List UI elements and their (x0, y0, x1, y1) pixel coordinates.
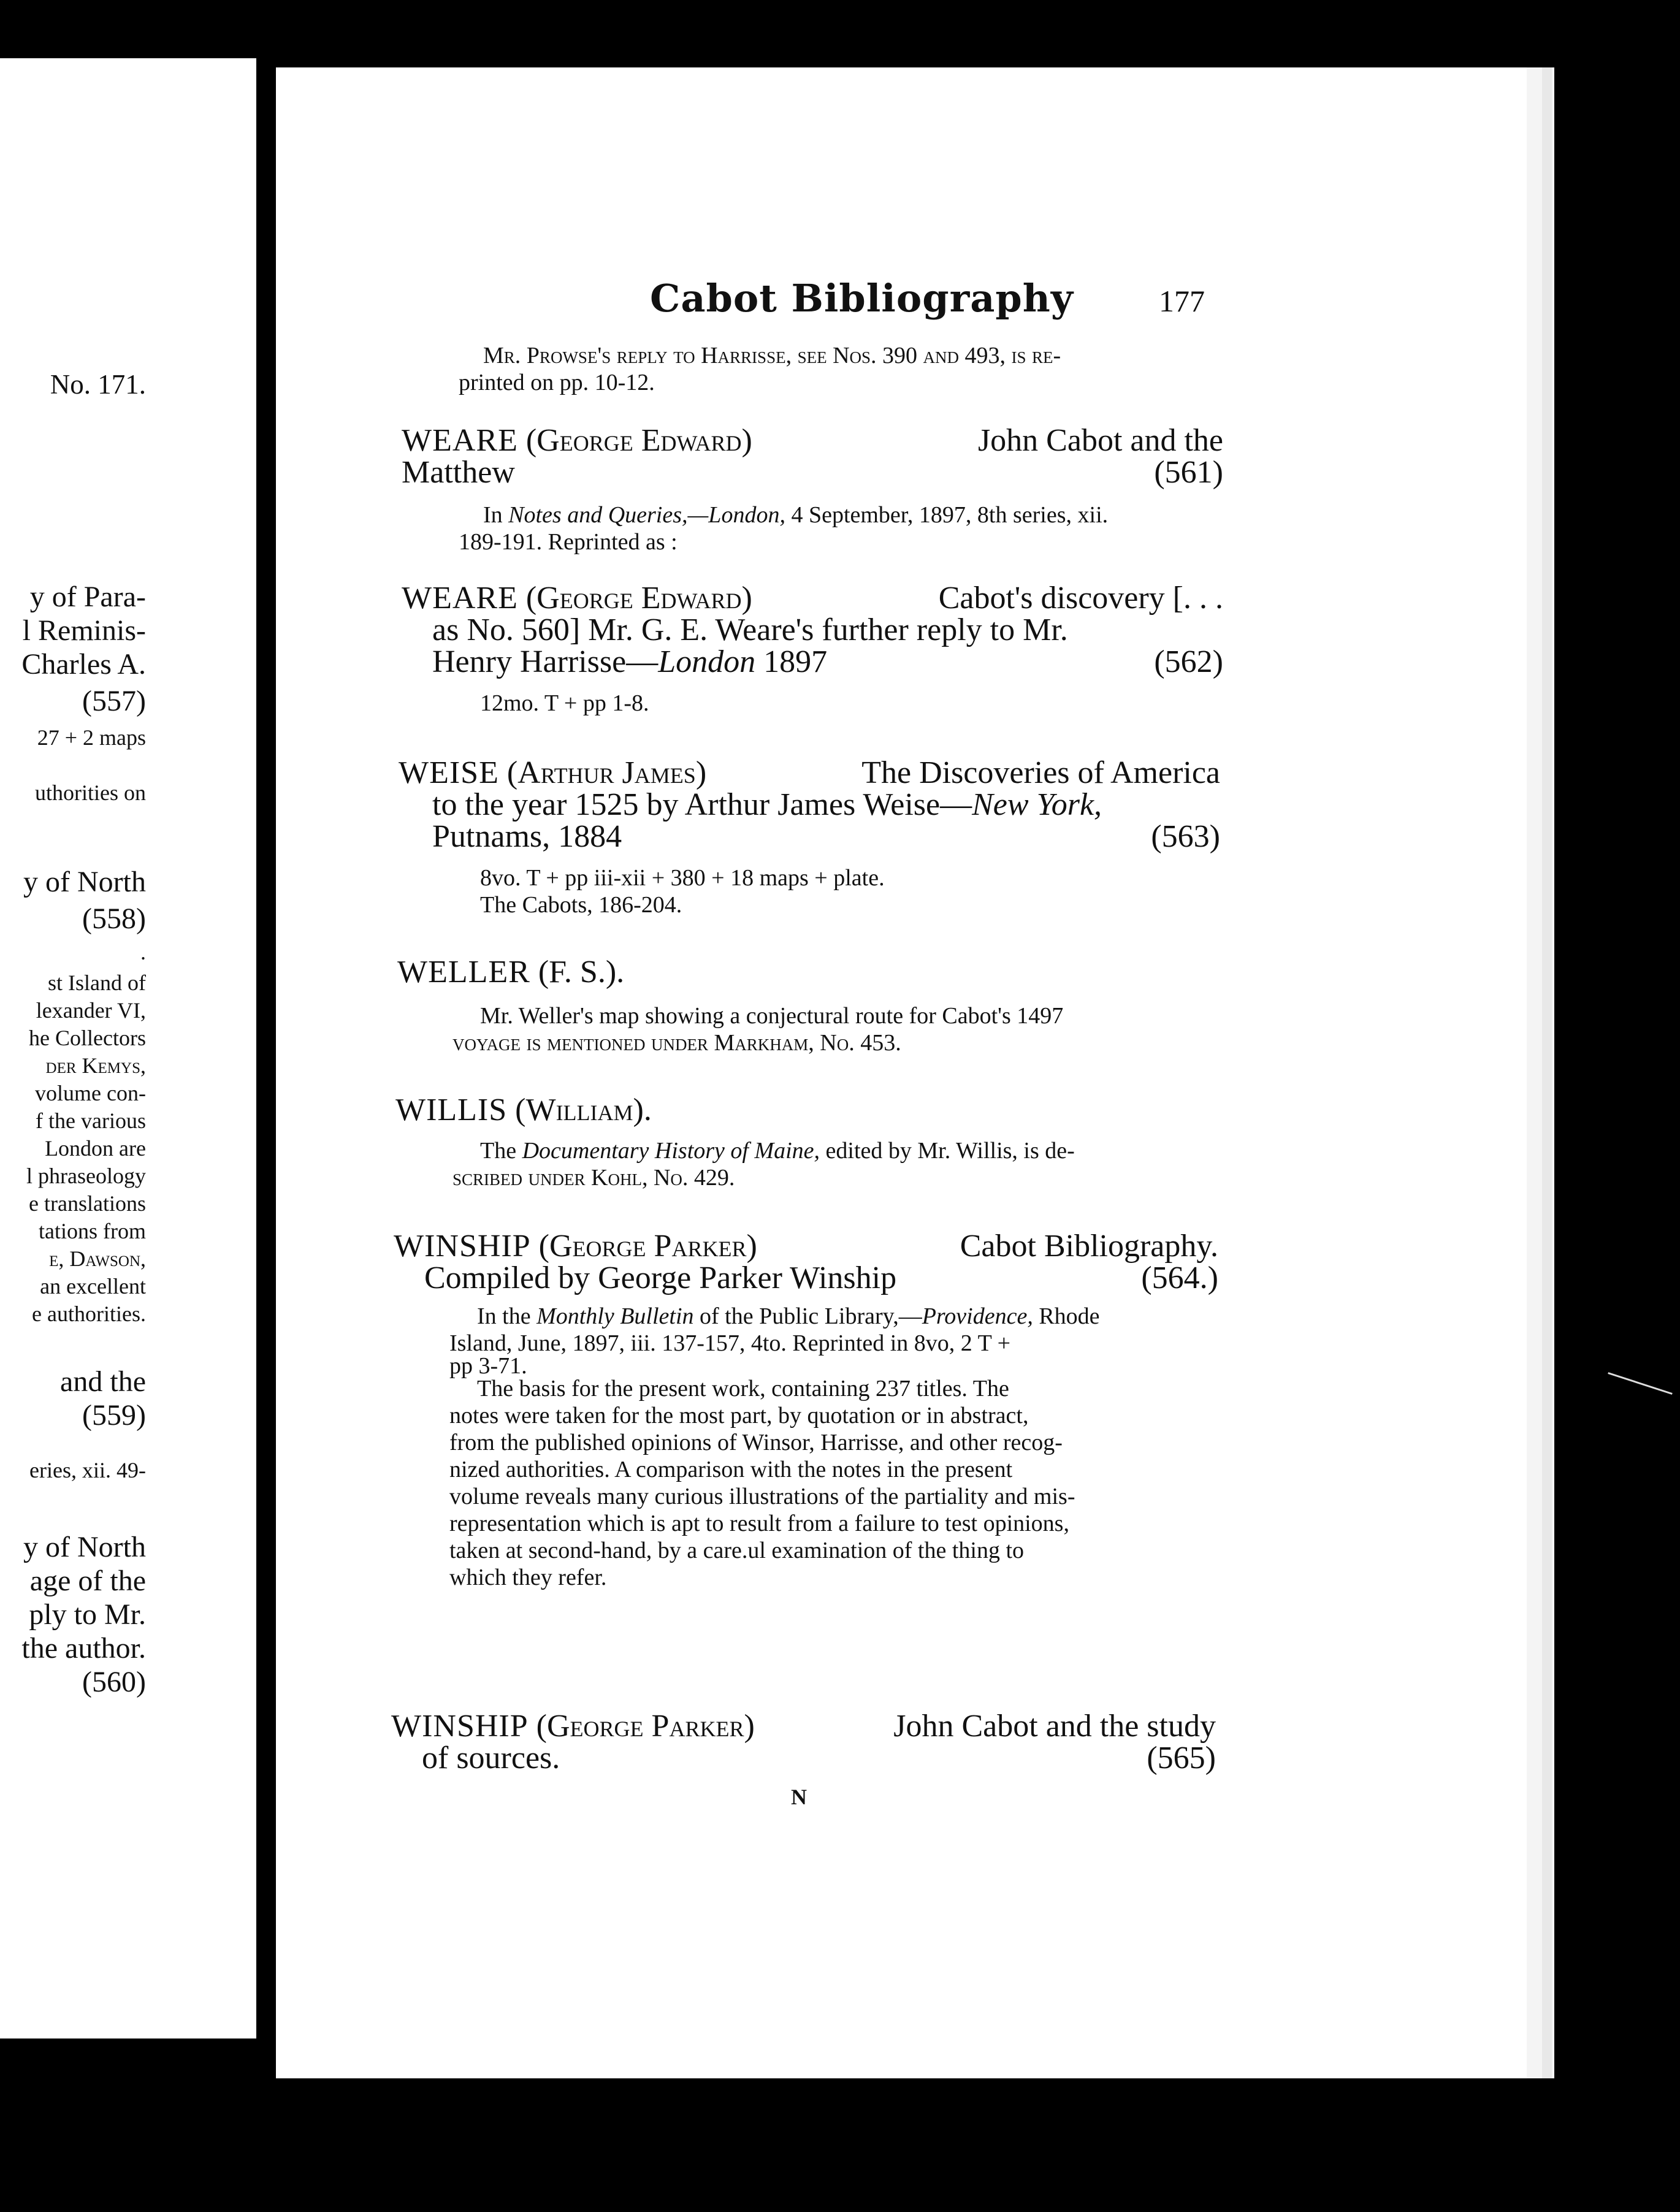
intro-note (459, 342, 1188, 396)
entry-title: John Cabot and the study (893, 1709, 1216, 1744)
entry-563-note (480, 864, 1216, 918)
entry-author-detail: (F. S.). (538, 955, 625, 990)
left-fragment: y of Para- (29, 581, 146, 613)
entry-number: (561) (1154, 455, 1223, 490)
entry-561-note (459, 502, 1225, 555)
note-text: The (480, 1138, 522, 1164)
signature-mark: N (791, 1785, 807, 1809)
note-text: edited by Mr. Willis, is de- (820, 1138, 1075, 1164)
entry-author-detail: (George Edward) (525, 423, 752, 458)
entry-author: WELLER (397, 955, 530, 990)
entry-author-detail: (George Parker) (536, 1709, 755, 1744)
entry-author-detail: (Arthur James) (506, 755, 707, 790)
entry-563 (399, 757, 1220, 853)
note-text: pp 3-71. (449, 1353, 527, 1379)
note-text: voyage is mentioned under Markham, No. 453. (452, 1030, 901, 1056)
note-text: In the (477, 1303, 537, 1329)
left-fragment: (559) (82, 1399, 146, 1432)
note-text: The basis for the present work, containing 237 titles. The (477, 1376, 1009, 1402)
page-number: 177 (1159, 284, 1205, 318)
entry-title: The Discoveries of America (861, 755, 1220, 790)
left-fragment: he Collectors (29, 1026, 146, 1050)
entry-author: WINSHIP (391, 1709, 529, 1744)
note-text: nized authorities. A comparison with the notes in the present (449, 1457, 1013, 1482)
entry-562-note (480, 690, 1216, 717)
entry-author: WINSHIP (394, 1229, 531, 1264)
note-text: The Cabots, 186-204. (480, 892, 682, 918)
left-fragment: (558) (82, 902, 146, 935)
entry-weller (397, 956, 1219, 988)
entry-number: (563) (1151, 819, 1220, 854)
note-text: 4 September, 1897, 8th series, xii. (785, 502, 1109, 528)
left-fragment: y of North (23, 866, 146, 898)
left-fragment: 27 + 2 maps (37, 725, 146, 750)
left-fragment: der Kemys, (45, 1053, 146, 1078)
entry-author-detail: (George Parker) (538, 1229, 757, 1264)
entry-willis (395, 1094, 1217, 1126)
entry-title: Cabot's discovery [. . . (938, 581, 1223, 616)
left-fragment: eries, xii. 49- (29, 1458, 146, 1482)
entry-564 (394, 1230, 1218, 1294)
left-fragment: age of the (29, 1565, 146, 1597)
entry-weller-note (452, 1002, 1216, 1056)
entry-565 (391, 1710, 1216, 1774)
scan-scratch (1608, 1372, 1673, 1395)
note-text: Mr. Weller's map showing a conjectural route for Cabot's 1497 (480, 1003, 1064, 1029)
left-fragment: e translations (29, 1191, 146, 1216)
note-italic: Providence, (922, 1303, 1033, 1329)
entry-title: of sources. (422, 1741, 560, 1775)
entry-author: WEARE (402, 581, 518, 616)
note-text: notes were taken for the most part, by quotation or in abstract, (449, 1403, 1029, 1428)
left-fragment: f the various (36, 1108, 146, 1133)
left-fragment: y of North (23, 1531, 146, 1563)
left-fragment: and the (60, 1365, 146, 1398)
entry-author-detail: (William). (515, 1093, 652, 1127)
left-fragment: ply to Mr. (29, 1598, 146, 1631)
note-text: representation which is apt to result from a failure to test opinions, (449, 1511, 1069, 1536)
note-italic: Monthly Bulletin (536, 1303, 694, 1329)
intro-note-line: Mr. Prowse's reply to Harrisse, see Nos. 390 and 493, is re- (483, 343, 1061, 368)
right-page (276, 67, 1527, 2078)
note-text: of the Public Library,— (693, 1303, 922, 1329)
left-fragment: . (140, 940, 146, 964)
entry-title-italic: New York, (972, 787, 1102, 822)
left-fragment: (560) (82, 1666, 146, 1698)
note-text: In (483, 502, 509, 528)
entry-title: Compiled by George Parker Winship (424, 1260, 897, 1295)
entry-title: as No. 560] Mr. G. E. Weare's further reply to Mr. (432, 612, 1068, 647)
left-fragment: tations from (39, 1219, 146, 1243)
entry-number: (562) (1154, 644, 1223, 679)
note-italic: Notes and Queries,—London, (508, 502, 785, 528)
note-text: Rhode (1033, 1303, 1100, 1329)
note-text: from the published opinions of Winsor, Harrisse, and other recog- (449, 1430, 1063, 1455)
entry-title: John Cabot and the (977, 423, 1223, 458)
note-text: scribed under Kohl, No. 429. (452, 1165, 735, 1191)
left-fragment: Charles A. (21, 648, 146, 681)
entry-title-italic: London (658, 644, 756, 679)
entry-author: WEARE (402, 423, 518, 458)
note-text: 189-191. Reprinted as : (459, 529, 678, 555)
entry-number: (565) (1147, 1741, 1216, 1775)
intro-note-line: printed on pp. 10-12. (459, 370, 655, 395)
page-edge-shadow (1542, 67, 1552, 2078)
left-fragment: (557) (82, 685, 146, 717)
entry-author: WEISE (399, 755, 499, 790)
entry-562 (402, 582, 1223, 678)
left-fragment: No. 171. (50, 369, 146, 400)
running-head-title: Cabot Bibliography (650, 276, 1074, 321)
entry-561 (402, 425, 1223, 489)
note-text: taken at second-hand, by a care.ul examination of the thing to (449, 1538, 1025, 1563)
entry-author-detail: (George Edward) (525, 581, 752, 616)
left-fragment: st Island of (48, 971, 146, 995)
entry-title: Cabot Bibliography. (960, 1229, 1218, 1264)
left-fragment: an excellent (40, 1274, 146, 1299)
note-text: Island, June, 1897, iii. 137-157, 4to. Reprinted in 8vo, 2 T + (449, 1330, 1011, 1356)
left-facing-page (0, 58, 256, 2038)
entry-title: Henry Harrisse— (432, 644, 659, 679)
left-fragment: the author. (21, 1632, 146, 1665)
left-fragment: e authorities. (32, 1302, 146, 1326)
left-fragment: e, Dawson, (49, 1246, 146, 1271)
entry-title: 1897 (755, 644, 828, 679)
entry-564-note (449, 1303, 1219, 1591)
entry-number: (564.) (1141, 1260, 1218, 1295)
left-fragment: uthorities on (35, 780, 146, 805)
left-fragment: lexander VI, (36, 998, 146, 1023)
note-text: which they refer. (449, 1565, 607, 1590)
left-fragment: London are (45, 1136, 146, 1161)
entry-title: to the year 1525 by Arthur James Weise— (432, 787, 972, 822)
note-text: 8vo. T + pp iii-xii + 380 + 18 maps + plate. (480, 865, 885, 891)
entry-title: Matthew (402, 455, 515, 490)
left-fragment: volume con- (35, 1081, 146, 1105)
left-fragment: l Reminis- (22, 614, 146, 647)
left-fragment: l phraseology (26, 1164, 146, 1188)
entry-title: Putnams, 1884 (432, 819, 622, 854)
entry-author: WILLIS (395, 1093, 508, 1127)
entry-willis-note (452, 1137, 1216, 1191)
note-text: 12mo. T + pp 1-8. (480, 690, 649, 716)
note-italic: Documentary History of Maine, (522, 1138, 820, 1164)
note-text: volume reveals many curious illustrations of the partiality and mis- (449, 1484, 1075, 1509)
